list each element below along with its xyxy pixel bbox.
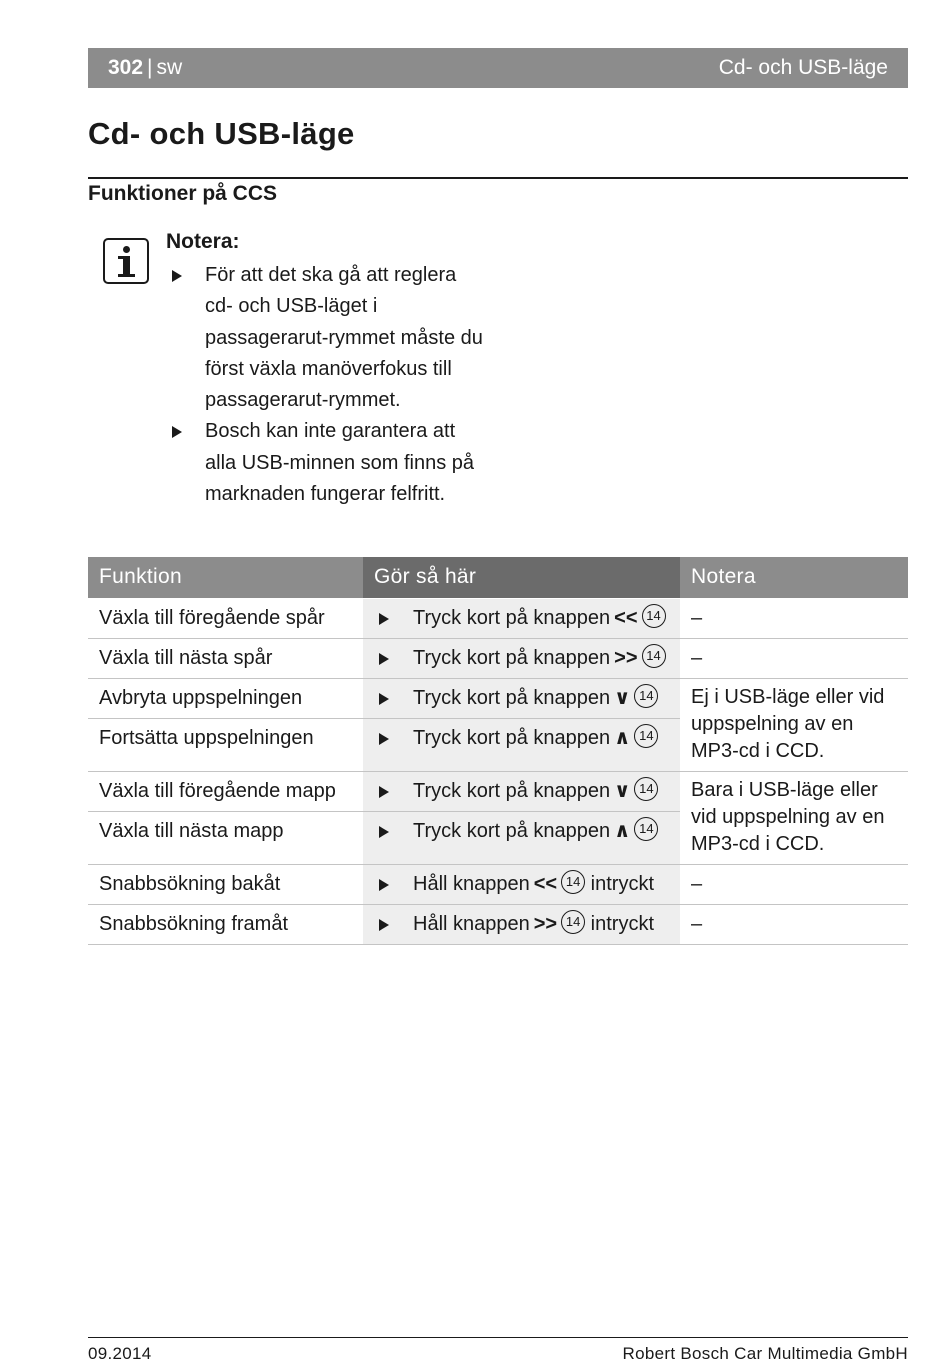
note-item-text: Bosch kan inte garantera att alla USB-minnen som finns på marknaden fungerar felfritt. (205, 420, 475, 506)
bullet-triangle-icon (172, 270, 182, 282)
function-cell: Växla till föregående spår (88, 598, 363, 638)
page-number: 302 (108, 56, 144, 79)
step-triangle-icon (379, 693, 389, 705)
function-cell: Snabbsökning framåt (88, 904, 363, 944)
note-cell: – (680, 598, 908, 638)
footer-company: Robert Bosch Car Multimedia GmbH (622, 1344, 908, 1363)
table-row (88, 678, 908, 718)
step-triangle-icon (379, 653, 389, 665)
column-header-note: Notera (680, 557, 908, 598)
action-text: Tryck kort på knappen (413, 819, 611, 842)
function-cell: Fortsätta uppspelningen (88, 718, 363, 771)
rewind-icon: << (614, 606, 638, 629)
rewind-icon: << (533, 872, 558, 895)
note-cell: Ej i USB-läge eller vid uppspelning av en MP3-cd i CCD. (680, 678, 908, 771)
button-number: 14 (561, 870, 585, 894)
button-number: 14 (561, 910, 585, 934)
action-suffix: intryckt (590, 912, 655, 935)
action-cell (363, 771, 680, 811)
section-heading: Funktioner på CCS (88, 182, 278, 205)
action-cell (363, 638, 680, 678)
note-cell: – (680, 864, 908, 904)
action-text: Tryck kort på knappen (413, 646, 611, 669)
header-separator: | (147, 56, 153, 79)
button-number: 14 (634, 724, 658, 748)
page-header (88, 48, 908, 88)
step-triangle-icon (379, 733, 389, 745)
forward-icon: >> (533, 912, 558, 935)
action-cell (363, 811, 680, 864)
action-text: Håll knappen (413, 872, 530, 895)
table-header-row (88, 557, 908, 598)
chevron-down-icon: ∨ (614, 779, 631, 802)
action-text: Håll knappen (413, 912, 530, 935)
table-row (88, 598, 908, 638)
column-header-function: Funktion (88, 557, 363, 598)
button-number: 14 (634, 777, 658, 801)
button-number: 14 (634, 684, 658, 708)
note-title: Notera: (166, 230, 240, 253)
function-cell: Växla till föregående mapp (88, 771, 363, 811)
action-suffix: intryckt (590, 872, 655, 895)
header-left (108, 56, 182, 80)
language-code: sw (156, 56, 183, 79)
footer-rule (88, 1337, 908, 1338)
action-cell (363, 598, 680, 638)
footer-date: 09.2014 (88, 1344, 152, 1363)
forward-icon: >> (614, 646, 638, 669)
table-row (88, 864, 908, 904)
header-section: Cd- och USB-läge (718, 56, 888, 79)
table-row (88, 638, 908, 678)
function-cell: Växla till nästa mapp (88, 811, 363, 864)
chevron-up-icon: ∧ (614, 726, 631, 749)
note-item-text: För att det ska gå att reglera cd- och USB-läget i passagerarut-rymmet måste du först växla manöverfokus till passagerarut-rymmet. (205, 264, 483, 412)
action-cell (363, 678, 680, 718)
step-triangle-icon (379, 826, 389, 838)
step-triangle-icon (379, 613, 389, 625)
button-number: 14 (634, 817, 658, 841)
info-icon (103, 238, 149, 284)
function-cell: Avbryta uppspelningen (88, 678, 363, 718)
column-header-action: Gör så här (363, 557, 680, 598)
note-item (166, 416, 486, 510)
chevron-up-icon: ∧ (614, 819, 631, 842)
action-cell (363, 864, 680, 904)
action-text: Tryck kort på knappen (413, 686, 611, 709)
function-cell: Växla till nästa spår (88, 638, 363, 678)
chevron-down-icon: ∨ (614, 686, 631, 709)
action-text: Tryck kort på knappen (413, 779, 611, 802)
button-number: 14 (642, 644, 666, 668)
function-cell: Snabbsökning bakåt (88, 864, 363, 904)
page-title: Cd- och USB-läge (88, 116, 355, 151)
table-row (88, 771, 908, 811)
button-number: 14 (642, 604, 666, 628)
note-cell: Bara i USB-läge eller vid uppspelning av en MP3-cd i CCD. (680, 771, 908, 864)
step-triangle-icon (379, 879, 389, 891)
note-cell: – (680, 638, 908, 678)
step-triangle-icon (379, 919, 389, 931)
action-cell (363, 904, 680, 944)
note-list (166, 260, 486, 510)
action-text: Tryck kort på knappen (413, 606, 611, 629)
title-rule (88, 177, 908, 179)
functions-table (88, 557, 908, 945)
step-triangle-icon (379, 786, 389, 798)
note-item (166, 260, 486, 416)
note-cell: – (680, 904, 908, 944)
bullet-triangle-icon (172, 426, 182, 438)
action-cell (363, 718, 680, 771)
table-row (88, 904, 908, 944)
action-text: Tryck kort på knappen (413, 726, 611, 749)
